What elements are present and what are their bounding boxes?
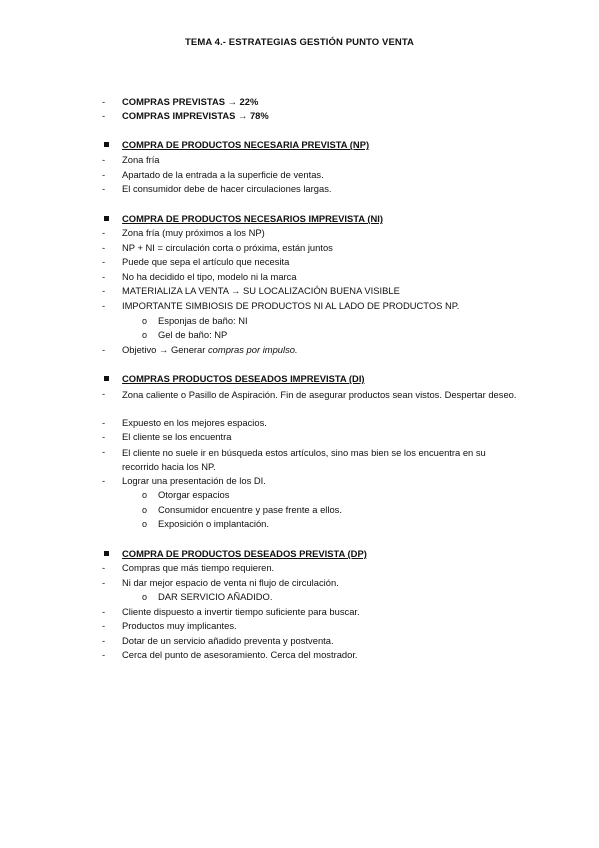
list-item: Compras que más tiempo requieren. [122,562,275,573]
list-item-text: Objetivo → Generar [122,344,208,355]
list-item: Cliente dispuesto a invertir tiempo suficiente para buscar. [122,606,360,617]
page-title: TEMA 4.- ESTRATEGIAS GESTIÓN PUNTO VENTA [184,37,415,48]
sub-list-item: Otorgar espacios [158,489,230,500]
list-item: Puede que sepa el artículo que necesita [122,256,290,267]
sub-list-item: DAR SERVICIO AÑADIDO. [158,591,273,602]
bullet-dash: - [102,285,106,296]
bullet-dash: - [102,649,106,660]
bullet-dash: - [102,620,106,631]
square-bullet-icon [104,551,109,556]
bullet-dash: - [102,388,106,399]
sub-list-item: Esponjas de baño: NI [158,315,248,326]
bullet-dash: - [102,417,106,428]
list-item: NP + NI = circulación corta o próxima, están juntos [122,242,333,253]
sub-list-item: Exposición o implantación. [158,518,269,529]
bullet-dash: - [102,344,106,355]
list-item: Apartado de la entrada a la superficie de ventas. [122,169,324,180]
bullet-dash: - [102,431,106,442]
list-item: Ni dar mejor espacio de venta ni flujo de circulación. [122,577,339,588]
bullet-dash: - [102,256,106,267]
bullet-dash: - [102,242,106,253]
square-bullet-icon [104,376,109,381]
sub-list-item: Consumidor encuentre y pase frente a ellos. [158,504,342,515]
list-item: Cerca del punto de asesoramiento. Cerca del mostrador. [122,649,358,660]
list-item-emphasis: compras por impulso. [207,344,298,355]
bullet-dash: - [102,300,106,311]
sub-bullet-icon: o [142,519,148,529]
list-item: Expuesto en los mejores espacios. [122,417,267,428]
section-heading: COMPRA DE PRODUCTOS NECESARIOS IMPREVISTA (NI) [122,213,383,224]
square-bullet-icon [104,142,109,147]
bullet-dash: - [102,110,106,121]
bullet-dash: - [102,169,106,180]
section-heading: COMPRA DE PRODUCTOS DESEADOS PREVISTA (DP) [122,548,367,559]
list-item: IMPORTANTE SIMBIOSIS DE PRODUCTOS NI AL LADO DE PRODUCTOS NP. [122,300,460,311]
list-item: Dotar de un servicio añadido preventa y postventa. [122,635,334,646]
list-item: El cliente se los encuentra [122,431,232,442]
list-item: El consumidor debe de hacer circulaciones largas. [122,183,332,194]
list-item: MATERIALIZA LA VENTA → SU LOCALIZACIÓN BUENA VISIBLE [122,285,400,296]
section-heading: COMPRA DE PRODUCTOS NECESARIA PREVISTA (NP) [122,139,370,150]
bullet-dash: - [102,562,106,573]
list-item: El cliente no suele ir en búsqueda estos artículos, sino mas bien se los encuentra en su recorrido hacia los NP. [122,447,486,472]
sub-bullet-icon: o [142,316,148,326]
sub-bullet-icon: o [142,330,148,340]
list-item [122,344,522,356]
square-bullet-icon [104,216,109,221]
sub-list-item: Gel de baño: NP [158,329,228,340]
intro-line: COMPRAS IMPREVISTAS → 78% [122,110,269,121]
bullet-dash: - [102,446,106,457]
list-item: Productos muy implicantes. [122,620,237,631]
list-item: No ha decidido el tipo, modelo ni la marca [122,271,297,282]
bullet-dash: - [102,606,106,617]
bullet-dash: - [102,154,106,165]
bullet-dash: - [102,271,106,282]
bullet-dash: - [102,635,106,646]
bullet-dash: - [102,227,106,238]
sub-bullet-icon: o [142,592,148,602]
bullet-dash: - [102,475,106,486]
list-item: Zona fría [122,154,160,165]
list-item: Zona caliente o Pasillo de Aspiración. Fin de asegurar productos sean vistos. Despertar deseo. [122,389,517,400]
bullet-dash: - [102,96,106,107]
bullet-dash: - [102,577,106,588]
section-heading: COMPRAS PRODUCTOS DESEADOS IMPREVISTA (DI) [122,373,365,384]
list-item: Lograr una presentación de los DI. [122,475,266,486]
bullet-dash: - [102,183,106,194]
sub-bullet-icon: o [142,490,148,500]
list-item: Zona fría (muy próximos a los NP) [122,227,265,238]
sub-bullet-icon: o [142,505,148,515]
intro-line: COMPRAS PREVISTAS → 22% [122,96,259,107]
